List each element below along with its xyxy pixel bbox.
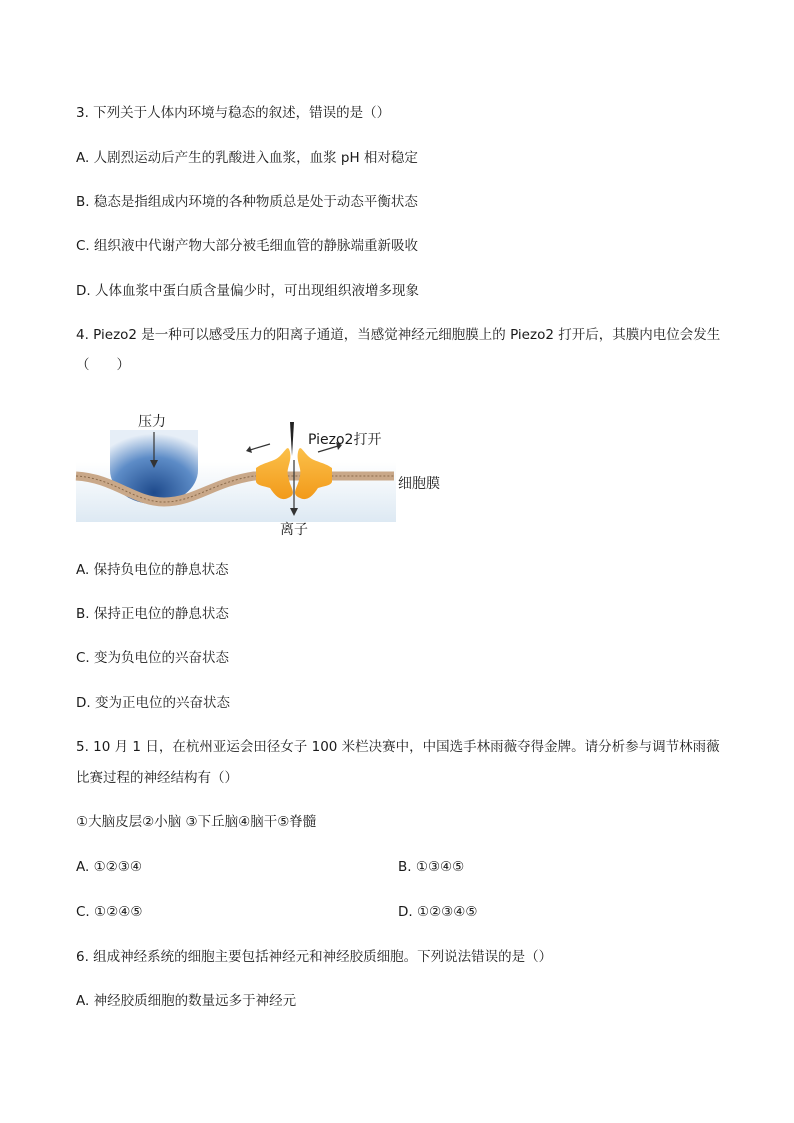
q5-option-c[interactable]: C. ①②④⑤ [76, 904, 143, 920]
q5-structure-list: ①大脑皮层②小脑 ③下丘脑④脑干⑤脊髓 [76, 814, 317, 830]
q4-stem-line1: 4. Piezo2 是一种可以感受压力的阳离子通道，当感觉神经元细胞膜上的 Piezo2 打开后，其膜内电位会发生 [76, 327, 721, 343]
label-pressure: 压力 [138, 414, 166, 430]
q3-option-c[interactable]: C. 组织液中代谢产物大部分被毛细血管的静脉端重新吸收 [76, 238, 419, 254]
q3-option-b[interactable]: B. 稳态是指组成内环境的各种物质总是处于动态平衡状态 [76, 194, 418, 210]
q3-stem: 3. 下列关于人体内环境与稳态的叙述，错误的是（） [76, 105, 391, 121]
label-ion: 离子 [280, 522, 308, 538]
label-channel: Piezo2打开 [308, 432, 382, 448]
q4-option-c[interactable]: C. 变为负电位的兴奋状态 [76, 650, 230, 666]
q3-option-a[interactable]: A. 人剧烈运动后产生的乳酸进入血浆，血浆 pH 相对稳定 [76, 150, 418, 166]
q4-option-d[interactable]: D. 变为正电位的兴奋状态 [76, 695, 230, 711]
q5-stem-line1: 5. 10 月 1 日，在杭州亚运会田径女子 100 米栏决赛中，中国选手林雨薇夺得金牌。请分析参与调节林雨薇 [76, 739, 720, 755]
q5-stem-line2: 比赛过程的神经结构有（） [76, 770, 238, 786]
piezo2-diagram [74, 402, 454, 542]
stimulus-needle [290, 422, 294, 456]
q5-option-d[interactable]: D. ①②③④⑤ [398, 904, 478, 920]
q4-stem-line2: （ ） [76, 357, 130, 373]
q3-option-d[interactable]: D. 人体血浆中蛋白质含量偏少时，可出现组织液增多现象 [76, 283, 419, 299]
q6-option-a[interactable]: A. 神经胶质细胞的数量远多于神经元 [76, 993, 297, 1009]
q6-stem: 6. 组成神经系统的细胞主要包括神经元和神经胶质细胞。下列说法错误的是（） [76, 949, 553, 965]
label-membrane: 细胞膜 [398, 476, 440, 492]
q4-option-b[interactable]: B. 保持正电位的静息状态 [76, 606, 229, 622]
q5-option-a[interactable]: A. ①②③④ [76, 859, 142, 875]
q5-option-b[interactable]: B. ①③④⑤ [398, 859, 465, 875]
q4-option-a[interactable]: A. 保持负电位的静息状态 [76, 562, 229, 578]
